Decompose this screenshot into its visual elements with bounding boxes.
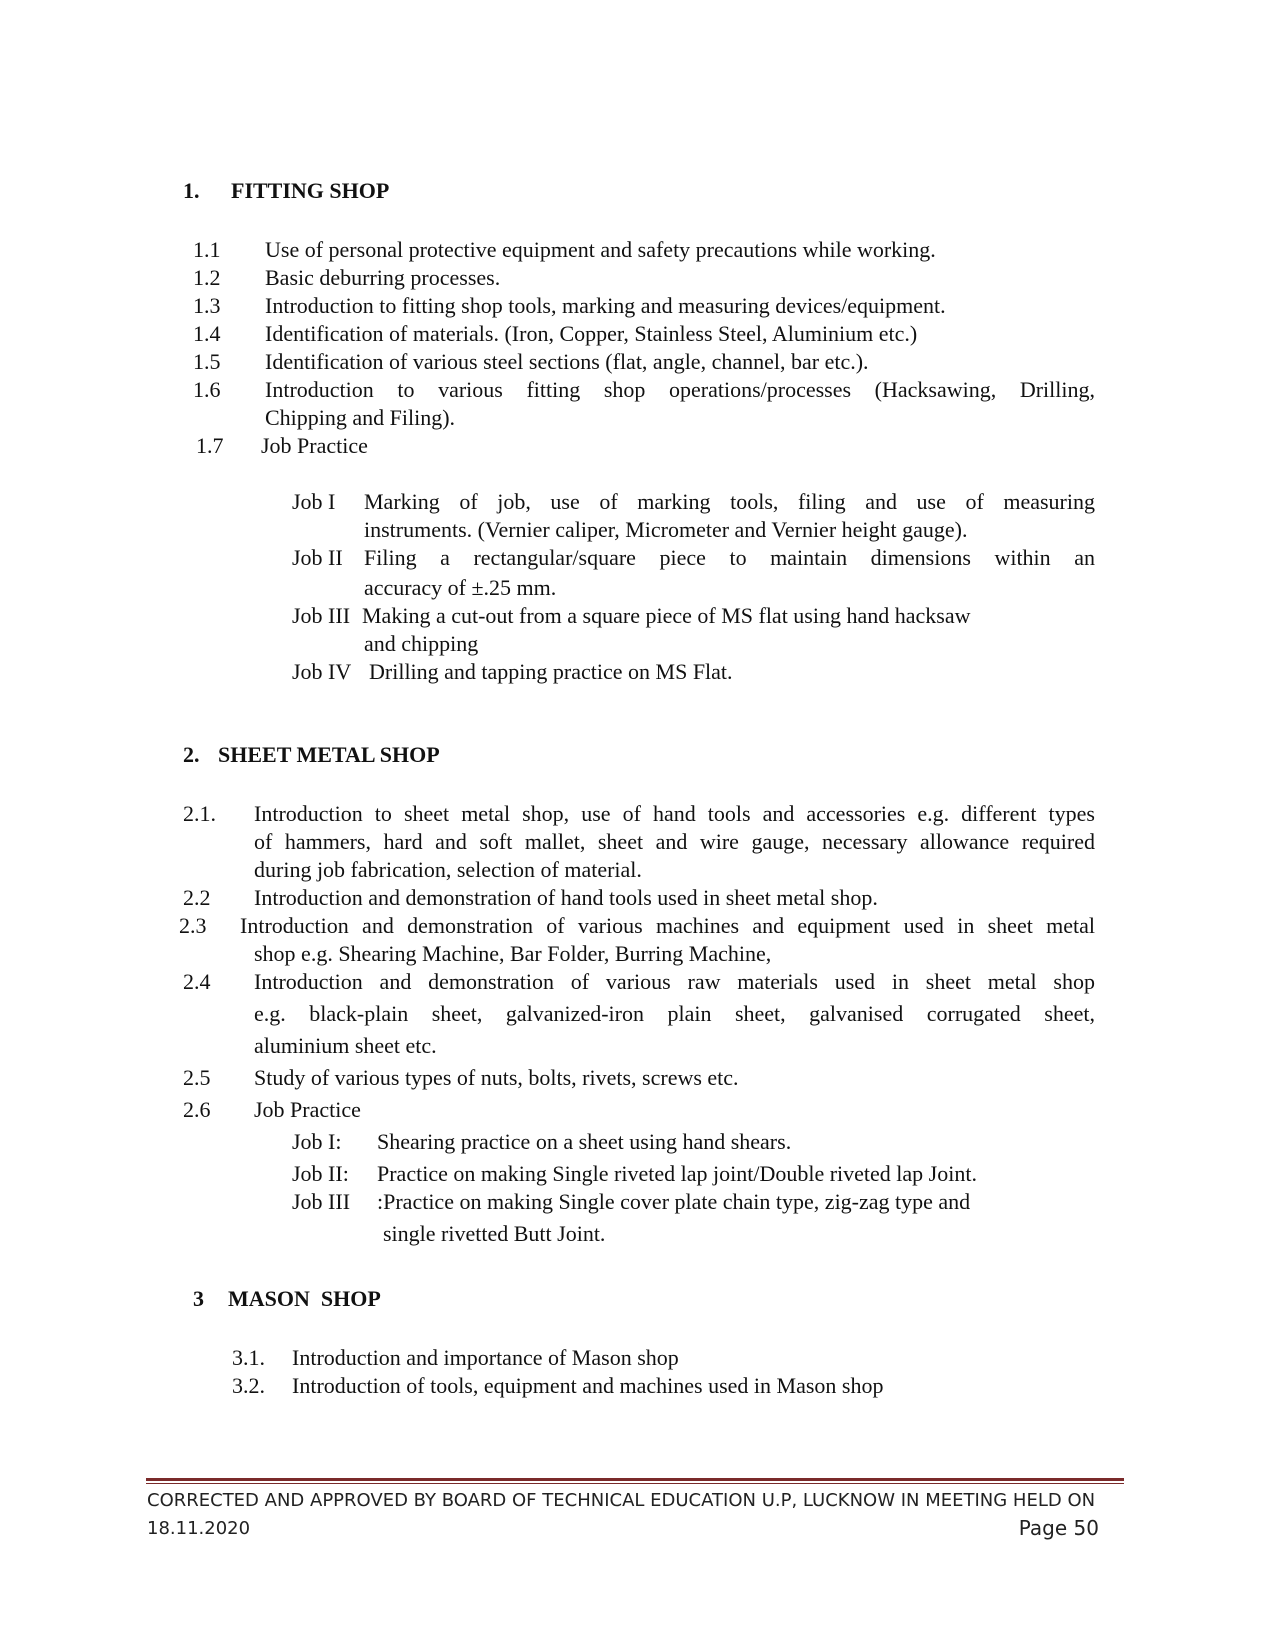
- item-text: Introduction and demonstration of hand tools used in sheet metal shop.: [254, 885, 878, 910]
- item-text: Introduction of tools, equipment and machines used in Mason shop: [292, 1373, 884, 1398]
- item-text: Basic deburring processes.: [265, 265, 501, 290]
- job-label: Job I:: [292, 1129, 342, 1154]
- item-text: Introduction and importance of Mason shop: [292, 1345, 679, 1370]
- item-number: 1.6: [193, 377, 221, 402]
- job-label: Job II:: [292, 1161, 349, 1186]
- item-text-continued: of hammers, hard and soft mallet, sheet and wire gauge, necessary allowance required: [254, 829, 1095, 854]
- item-text: Introduction to fitting shop tools, marking and measuring devices/equipment.: [265, 293, 946, 318]
- job-text: Marking of job, use of marking tools, filing and use of measuring: [364, 489, 1095, 514]
- item-number: 1.5: [193, 349, 221, 374]
- footer-divider: [146, 1478, 1124, 1484]
- footer-approval-text: CORRECTED AND APPROVED BY BOARD OF TECHNICAL EDUCATION U.P, LUCKNOW IN MEETING HELD ON: [147, 1490, 1096, 1511]
- item-text: Use of personal protective equipment and safety precautions while working.: [265, 237, 936, 262]
- page-number: Page 50: [1018, 1516, 1099, 1540]
- job-text-continued: and chipping: [364, 631, 479, 656]
- item-number: 1.7: [196, 433, 224, 458]
- job-label: Job IV: [292, 659, 352, 684]
- job-label: Job III: [292, 1189, 351, 1214]
- item-text: Introduction to various fitting shop operations/processes (Hacksawing, Drilling,: [265, 377, 1095, 402]
- section-number: 1.: [183, 178, 200, 203]
- job-text-continued: instruments. (Vernier caliper, Micrometer and Vernier height gauge).: [364, 517, 968, 542]
- section-title-sheet-metal-shop: SHEET METAL SHOP: [218, 742, 440, 767]
- item-text-continued: shop e.g. Shearing Machine, Bar Folder, Burring Machine,: [254, 941, 772, 966]
- section-number: 2.: [183, 742, 200, 767]
- item-text: Introduction and demonstration of various machines and equipment used in sheet metal: [240, 913, 1095, 938]
- job-text: Shearing practice on a sheet using hand shears.: [377, 1129, 792, 1154]
- item-number: 2.5: [183, 1065, 211, 1090]
- item-number: 2.2: [183, 885, 211, 910]
- job-text: :Practice on making Single cover plate chain type, zig-zag type and: [377, 1189, 971, 1214]
- item-text: Study of various types of nuts, bolts, rivets, screws etc.: [254, 1065, 739, 1090]
- item-text: Introduction and demonstration of various raw materials used in sheet metal shop: [254, 969, 1095, 994]
- item-text: Identification of materials. (Iron, Copper, Stainless Steel, Aluminium etc.): [265, 321, 918, 346]
- item-number: 2.3: [179, 913, 207, 938]
- item-text-continued: aluminium sheet etc.: [254, 1033, 437, 1058]
- item-number: 3.2.: [232, 1373, 265, 1398]
- section-title-fitting-shop: FITTING SHOP: [231, 178, 390, 203]
- job-text-continued: single rivetted Butt Joint.: [383, 1221, 606, 1246]
- item-number: 1.2: [193, 265, 221, 290]
- job-text: Filing a rectangular/square piece to maintain dimensions within an: [364, 545, 1095, 570]
- job-label: Job II: [292, 545, 343, 570]
- job-text: Making a cut-out from a square piece of MS flat using hand hacksaw: [362, 603, 971, 628]
- job-text: Drilling and tapping practice on MS Flat.: [369, 659, 733, 684]
- section-title-mason-shop: MASON SHOP: [228, 1286, 381, 1311]
- item-number: 2.1.: [183, 801, 216, 826]
- item-text-continued: Chipping and Filing).: [265, 405, 456, 430]
- item-text: Job Practice: [261, 433, 368, 458]
- item-text: Identification of various steel sections (flat, angle, channel, bar etc.).: [265, 349, 869, 374]
- item-number: 2.4: [183, 969, 211, 994]
- job-text: Practice on making Single riveted lap joint/Double riveted lap Joint.: [377, 1161, 977, 1186]
- item-number: 1.1: [193, 237, 221, 262]
- item-text-continued: e.g. black-plain sheet, galvanized-iron plain sheet, galvanised corrugated sheet,: [254, 1001, 1095, 1026]
- item-number: 1.3: [193, 293, 221, 318]
- item-text: Job Practice: [254, 1097, 361, 1122]
- item-number: 3.1.: [232, 1345, 265, 1370]
- job-label: Job I: [292, 489, 336, 514]
- job-text-continued: accuracy of ±.25 mm.: [364, 575, 557, 600]
- item-text-continued: during job fabrication, selection of material.: [254, 857, 642, 882]
- item-number: 1.4: [193, 321, 221, 346]
- job-label: Job III: [292, 603, 351, 628]
- item-text: Introduction to sheet metal shop, use of hand tools and accessories e.g. different types: [254, 801, 1095, 826]
- section-number: 3: [193, 1286, 204, 1311]
- footer-date: 18.11.2020: [147, 1518, 251, 1539]
- item-number: 2.6: [183, 1097, 211, 1122]
